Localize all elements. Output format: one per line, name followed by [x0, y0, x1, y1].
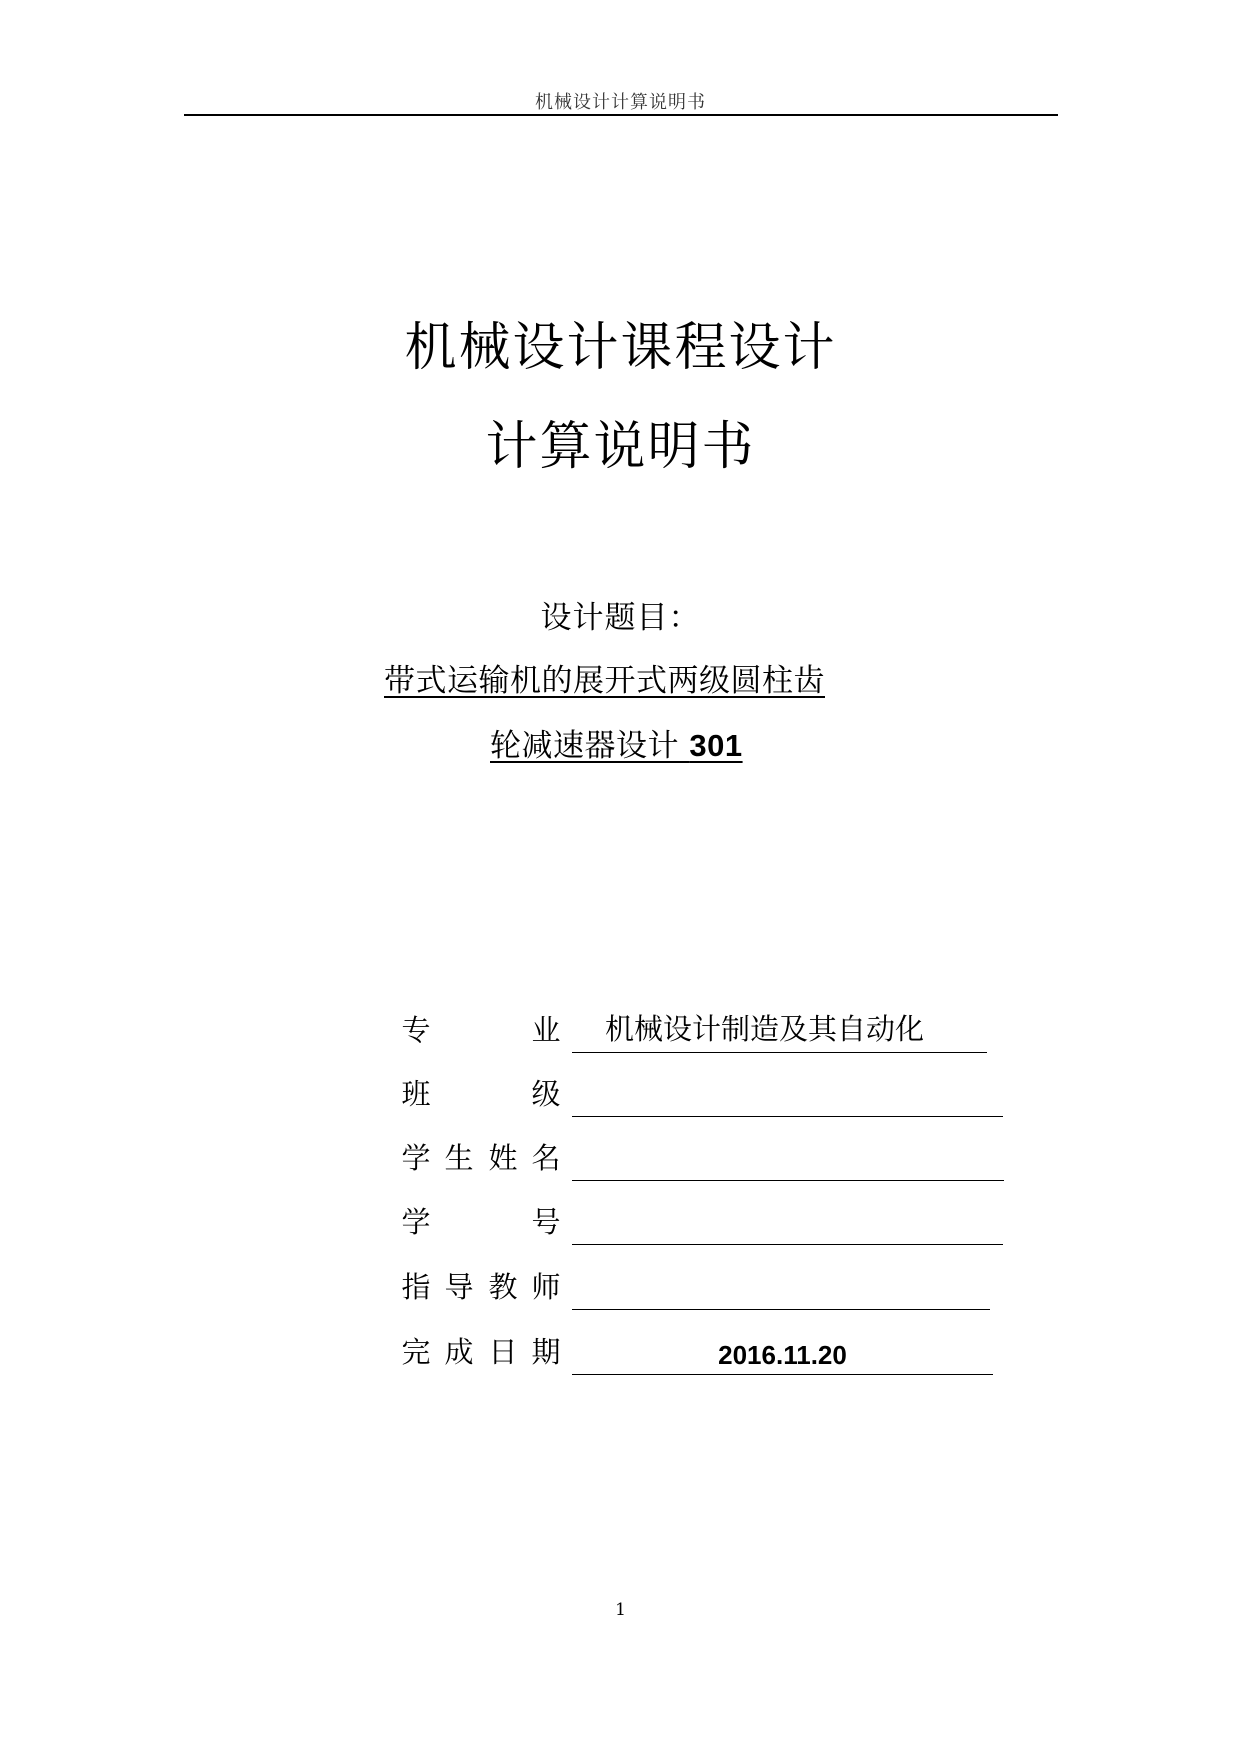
info-label-char: 班 — [401, 1077, 431, 1111]
running-header: 机械设计计算说明书 — [535, 92, 706, 113]
info-label-char: 指 — [401, 1270, 431, 1304]
major-value: 机械设计制造及其自动化 — [604, 1012, 924, 1046]
info-label-advisor — [400, 1265, 562, 1309]
design-topic-line-1: 带式运输机的展开式两级圆柱齿 — [384, 663, 825, 699]
design-topic-label: 设计题目： — [540, 600, 701, 636]
info-label-student-id — [400, 1200, 562, 1244]
info-row-student-name — [400, 1136, 1020, 1180]
info-label-char: 学 — [401, 1141, 431, 1175]
info-row-major — [400, 1008, 1020, 1052]
student-id-field — [572, 1200, 1003, 1245]
completion-date-value: 2016.11.20 — [718, 1340, 847, 1370]
info-label-char: 专 — [401, 1013, 431, 1047]
info-label-char: 师 — [531, 1270, 561, 1304]
info-row-student-id — [400, 1200, 1020, 1244]
page-number: 1 — [615, 1600, 626, 1620]
info-label-student-name — [400, 1136, 562, 1180]
major-field — [572, 1008, 987, 1053]
completion-date-field — [572, 1330, 993, 1375]
info-label-char: 生 — [444, 1141, 474, 1175]
design-topic-line-2-text: 轮减速器设计 — [490, 728, 690, 764]
info-label-char: 号 — [531, 1205, 561, 1239]
info-row-advisor — [400, 1265, 1020, 1309]
info-label-char: 完 — [401, 1335, 431, 1369]
document-title-line-2: 计算说明书 — [485, 417, 756, 477]
student-name-field — [572, 1136, 1004, 1181]
info-label-char: 姓 — [488, 1141, 518, 1175]
header-rule — [184, 114, 1058, 116]
info-row-completion-date — [400, 1330, 1020, 1374]
class-field — [572, 1072, 1003, 1117]
info-label-class — [400, 1072, 562, 1116]
info-label-char: 成 — [444, 1335, 474, 1369]
info-label-major — [400, 1008, 562, 1052]
design-topic-number: 301 — [689, 728, 743, 763]
info-label-char: 期 — [531, 1335, 561, 1369]
document-title-line-1: 机械设计课程设计 — [404, 318, 837, 378]
advisor-field — [572, 1265, 990, 1310]
info-label-completion-date — [400, 1330, 562, 1374]
info-label-char: 日 — [488, 1335, 518, 1369]
info-row-class — [400, 1072, 1020, 1116]
info-label-char: 教 — [488, 1270, 518, 1304]
info-label-char: 名 — [531, 1141, 561, 1175]
info-label-char: 业 — [531, 1013, 561, 1047]
info-label-char: 级 — [531, 1077, 561, 1111]
design-topic-line-2 — [490, 720, 743, 765]
info-label-char: 导 — [444, 1270, 474, 1304]
info-label-char: 学 — [401, 1205, 431, 1239]
